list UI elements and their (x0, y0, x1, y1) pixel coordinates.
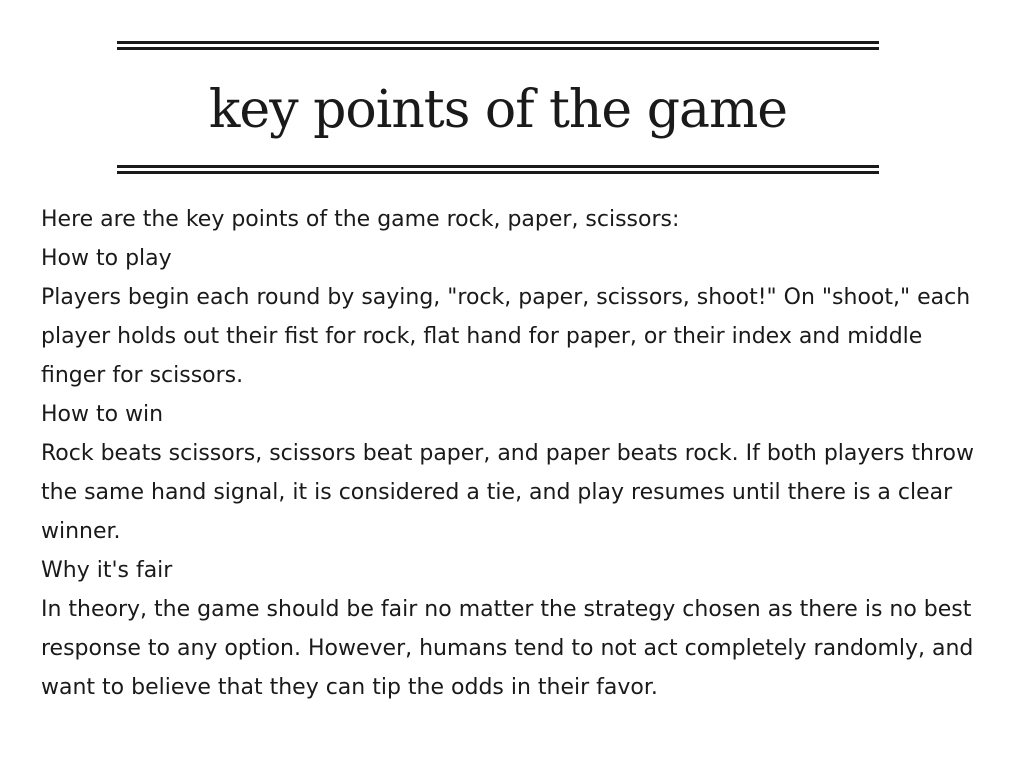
section-heading-why-fair: Why it's fair (41, 558, 173, 583)
page-title: key points of the game (208, 80, 788, 140)
title-bottom-rule (117, 165, 879, 174)
section-heading-how-to-win: How to win (41, 402, 164, 427)
document-body (41, 200, 981, 707)
section-text-why-fair: In theory, the game should be fair no matter the strategy chosen as there is no best response to any option. However, humans tend to not act completely randomly, and want to believe that they can tip the odds in their favor. (41, 597, 974, 700)
section-heading-how-to-play: How to play (41, 246, 172, 271)
title-top-rule (117, 41, 879, 50)
intro-text: Here are the key points of the game rock, paper, scissors: (41, 207, 680, 232)
section-text-how-to-win: Rock beats scissors, scissors beat paper, and paper beats rock. If both players throw the same hand signal, it is considered a tie, and play resumes until there is a clear winner. (41, 441, 975, 544)
section-text-how-to-play: Players begin each round by saying, "rock, paper, scissors, shoot!" On "shoot," each player holds out their fist for rock, flat hand for paper, or their index and middle finger for scissors. (41, 285, 971, 388)
